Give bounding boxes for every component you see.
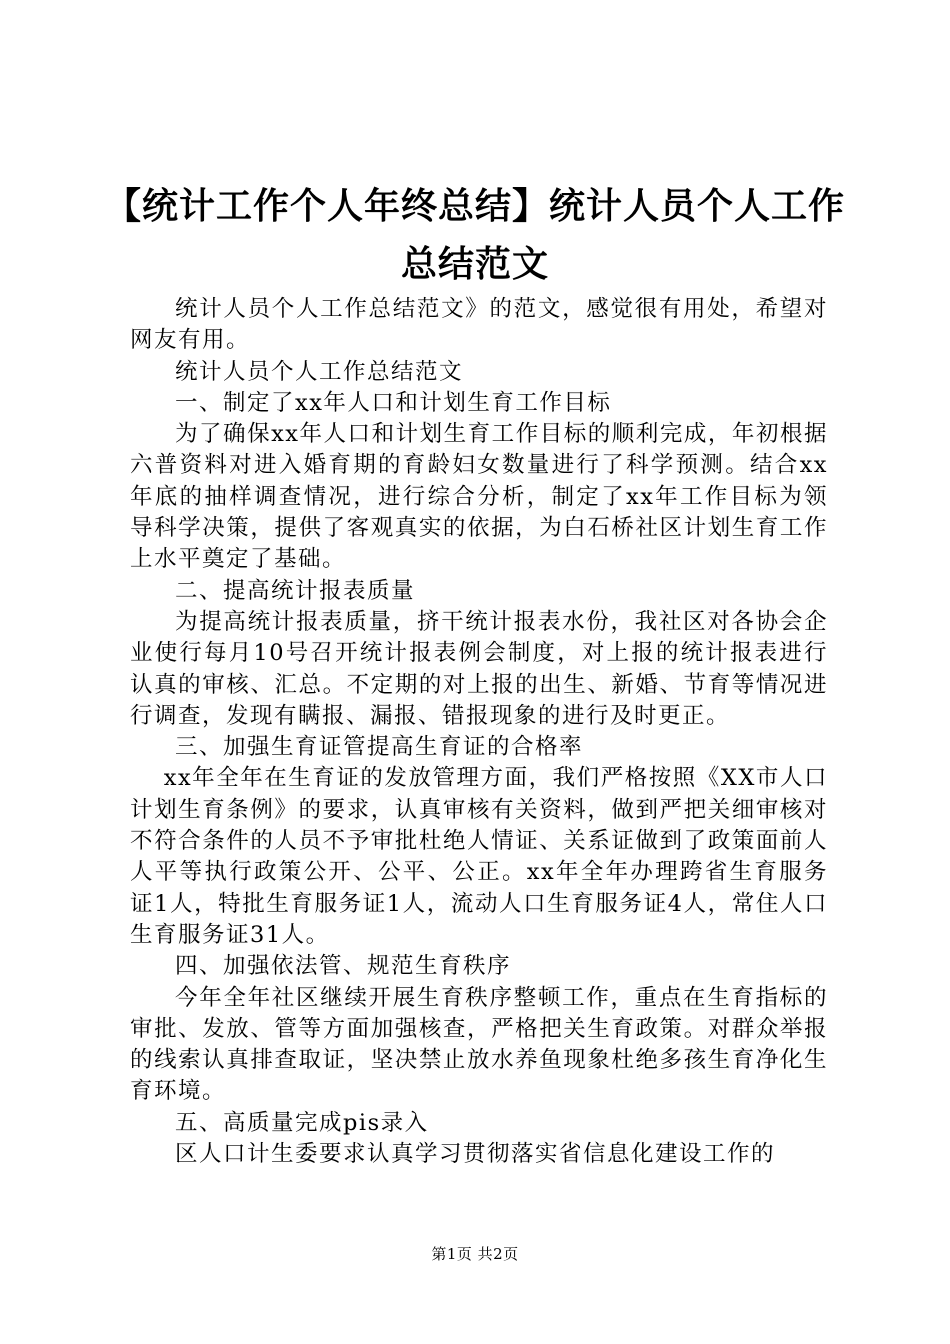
section-body-1: 为了确保xx年人口和计划生育工作目标的顺利完成，年初根据六普资料对进入婚育期的育龄妇女数量进行了科学预测。结合xx年底的抽样调查情况，进行综合分析，制定了xx年工作目标为领导科学决策，提供了客观真实的依据，为白石桥社区计划生育工作上水平奠定了基础。 — [130, 421, 828, 573]
section-heading-2: 二、提高统计报表质量 — [175, 577, 416, 604]
subtitle-paragraph: 统计人员个人工作总结范文 — [175, 358, 464, 385]
intro-paragraph: 统计人员个人工作总结范文》的范文，感觉很有用处，希望对网友有用。 — [130, 296, 828, 354]
document-body — [130, 294, 828, 1170]
section-heading-4: 四、加强依法管、规范生育秩序 — [175, 953, 512, 980]
document-title: 【统计工作个人年终总结】统计人员个人工作总结范文 — [104, 186, 845, 285]
section-heading-1: 一、制定了xx年人口和计划生育工作目标 — [175, 389, 612, 416]
section-body-3: xx年全年在生育证的发放管理方面，我们严格按照《XX市人口计划生育条例》的要求，认真审核有关资料，做到严把关细审核对不符合条件的人员不予审批杜绝人情证、关系证做到了政策面前人人平等执行政策公开、公平、公正。xx年全年办理跨省生育服务证1人，特批生育服务证1人，流动人口生育服务证4人，常住人口生育服务证31人。 — [130, 765, 828, 948]
section-body-5: 区人口计生委要求认真学习贯彻落实省信息化建设工作的 — [175, 1141, 776, 1168]
page-footer: 第1页 共2页 — [431, 1245, 519, 1263]
section-heading-3: 三、加强生育证管提高生育证的合格率 — [175, 734, 584, 761]
section-body-4: 今年全年社区继续开展生育秩序整顿工作，重点在生育指标的审批、发放、管等方面加强核查，严格把关生育政策。对群众举报的线索认真排查取证，坚决禁止放水养鱼现象杜绝多孩生育净化生育环境。 — [130, 984, 828, 1105]
section-heading-5: 五、高质量完成pis录入 — [175, 1109, 429, 1136]
section-body-2: 为提高统计报表质量，挤干统计报表水份，我社区对各协会企业使行每月10号召开统计报表例会制度，对上报的统计报表进行认真的审核、汇总。不定期的对上报的出生、新婚、节育等情况进行调查，发现有瞒报、漏报、错报现象的进行及时更正。 — [130, 608, 828, 729]
